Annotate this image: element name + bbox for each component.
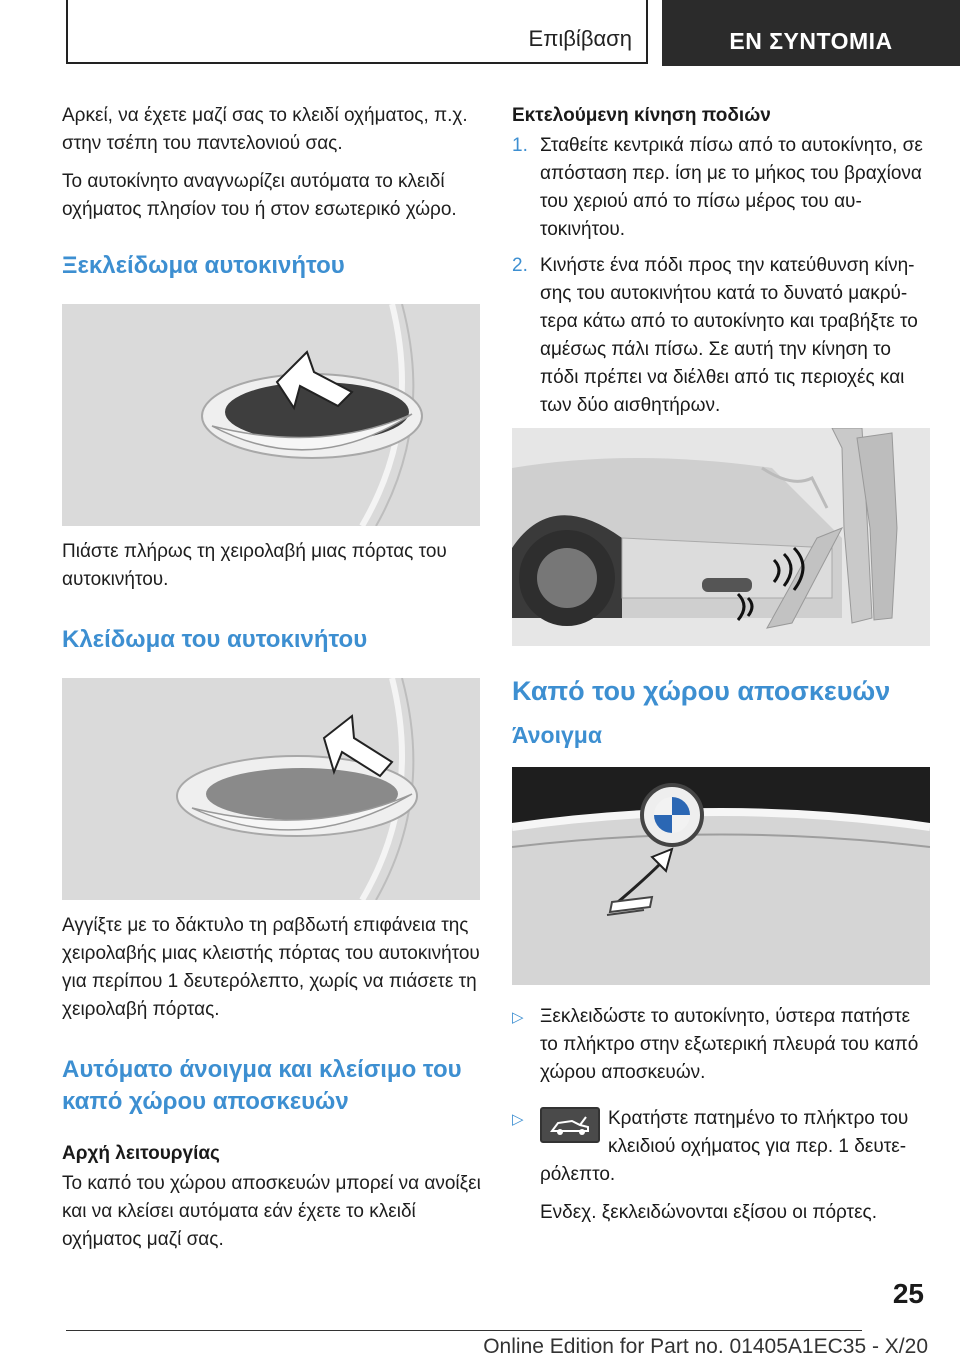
step-text: Κινήστε ένα πόδι προς την κατεύθυνση κίνησης του αυτοκινήτου κατά το δυνατό μακρύτερα κάτω από το αυτοκίνητο και τραβήξτε το αμέσως πάλι πίσω. Σε αυτή την κίνηση το πόδι πρέπει να διέλθει από τις περιοχές και των δύο αισθητήρων. [540, 255, 918, 416]
section-title: Επιβίβαση [528, 26, 632, 51]
action-text: Ξεκλειδώστε το αυτοκίνητο, ύστερα πατήστε το πλήκτρο στην εξωτερική πλευρά του καπό χώρου αποσκευών. [540, 1006, 919, 1083]
left-column [62, 102, 482, 1264]
lock-heading: Κλείδωμα του αυτοκινήτου [62, 626, 368, 653]
step-text: Σταθείτε κεντρικά πίσω από το αυτοκίνητο, σε απόσταση περ. ίση με το μήκος του βραχίονα του χεριού από το πίσω μέρος του αυτοκινήτου. [540, 135, 923, 240]
trunk-heading: Καπό του χώρου αποσκευών [512, 676, 891, 706]
door-handle-unlock-illustration [62, 304, 480, 526]
door-handle-lock-illustration [62, 678, 480, 900]
page-number: 25 [892, 1278, 924, 1309]
list-item [512, 132, 930, 244]
step-number: 2. [512, 255, 528, 276]
foot-movement-heading: Εκτελούμενη κίνηση ποδιών [512, 105, 771, 126]
action-body [540, 1105, 930, 1227]
section-header-box [66, 0, 648, 64]
trunk-button-illustration [512, 767, 930, 985]
list-item [512, 1105, 930, 1227]
car-key-trunk-button-icon [540, 1107, 600, 1143]
list-item [512, 1003, 930, 1087]
chapter-tab: ΕΝ ΣΥΝΤΟΜΙΑ [662, 0, 960, 66]
trunk-actions [512, 1003, 930, 1227]
action-marker-icon: ▷ [512, 1009, 524, 1026]
opening-heading: Άνοιγμα [512, 722, 602, 748]
intro-paragraph-2: Το αυτοκίνητο αναγνωρίζει αυτόματα το κλειδί οχήματος πλησίον του ή στον εσωτερικό χώρο. [62, 171, 457, 220]
edition-footer: Online Edition for Part no. 01405A1EC35 - X/20 [483, 1335, 928, 1358]
list-item [512, 252, 930, 420]
foot-kick-illustration [512, 428, 930, 646]
step-number: 1. [512, 135, 528, 156]
lock-instruction: Αγγίξτε με το δάκτυλο τη ραβδωτή επιφάνεια της χειρολαβής μιας κλειστής πόρτας του αυτοκινήτου για περίπου 1 δευτερόλεπτο, χωρίς να πιάσετε τη χειρολαβή πόρτας. [62, 915, 480, 1020]
right-column [512, 102, 930, 1245]
footer-divider [66, 1330, 862, 1331]
page-header [0, 0, 960, 66]
principle-heading: Αρχή λειτουργίας [62, 1143, 220, 1164]
principle-text: Το καπό του χώρου αποσκευών μπορεί να ανοίξει και να κλείσει αυτόματα εάν έχετε το κλειδί οχήματος μαζί σας. [62, 1173, 481, 1250]
foot-movement-steps [512, 132, 930, 420]
auto-trunk-heading: Αυτόματο άνοιγμα και κλείσιμο του καπό χώρου αποσκευών [62, 1056, 462, 1115]
intro-paragraph-1: Αρκεί, να έχετε μαζί σας το κλειδί οχήματος, π.χ. στην τσέπη του παντελονιού σας. [62, 105, 468, 154]
action-marker-icon: ▷ [512, 1111, 524, 1128]
unlock-heading: Ξεκλείδωμα αυτοκινήτου [62, 252, 345, 279]
action-note: Ενδεχ. ξεκλειδώνονται εξίσου οι πόρτες. [540, 1202, 877, 1223]
action-text: Κρατήστε πατημένο το πλήκτρο του κλειδιού οχήματος για περ. 1 δευτερόλεπτο. [540, 1108, 909, 1185]
unlock-instruction: Πιάστε πλήρως τη χειρολαβή μιας πόρτας του αυτοκινήτου. [62, 541, 447, 590]
